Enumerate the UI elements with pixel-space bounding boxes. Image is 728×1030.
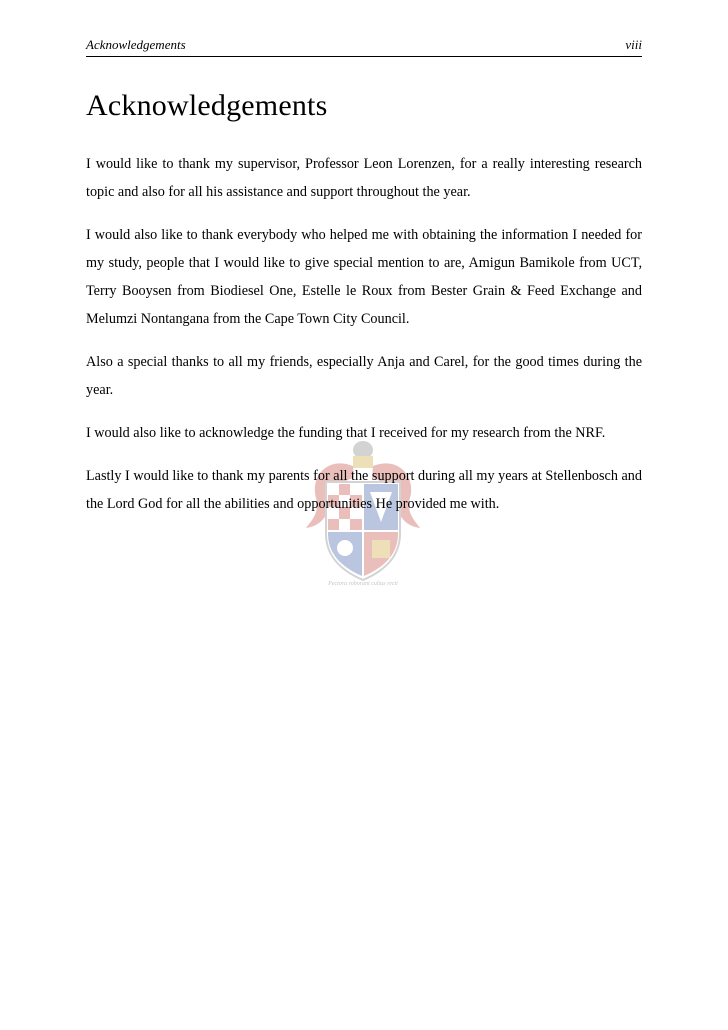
running-header-title: Acknowledgements	[86, 37, 186, 52]
acknowledgements-body	[86, 150, 642, 533]
running-header	[86, 36, 642, 57]
paragraph-friends: Also a special thanks to all my friends, especially Anja and Carel, for the good times during the year.	[86, 354, 642, 398]
paragraph-funding: I would also like to acknowledge the funding that I received for my research from the NRF.	[86, 425, 606, 441]
paragraph-contributors: I would also like to thank everybody who helped me with obtaining the information I needed for my study, people that I would like to give special mention to are, Amigun Bamikole from UCT, Terry Booysen from Biodiesel One, Estelle le Roux from Bester Grain & Feed Exchange and Melumzi Nontangana from the Cape Town City Council.	[86, 227, 642, 327]
page-title: Acknowledgements	[86, 89, 328, 122]
crest-motto: Pectora roborant cultus recti	[328, 581, 398, 587]
paragraph-parents: Lastly I would like to thank my parents for all the support during all my years at Stellenbosch and the Lord God for all the abilities and opportunities He provided me with.	[86, 468, 642, 512]
paragraph-supervisor: I would like to thank my supervisor, Professor Leon Lorenzen, for a really interesting research topic and also for all his assistance and support throughout the year.	[86, 156, 642, 200]
page-number: viii	[625, 37, 642, 52]
